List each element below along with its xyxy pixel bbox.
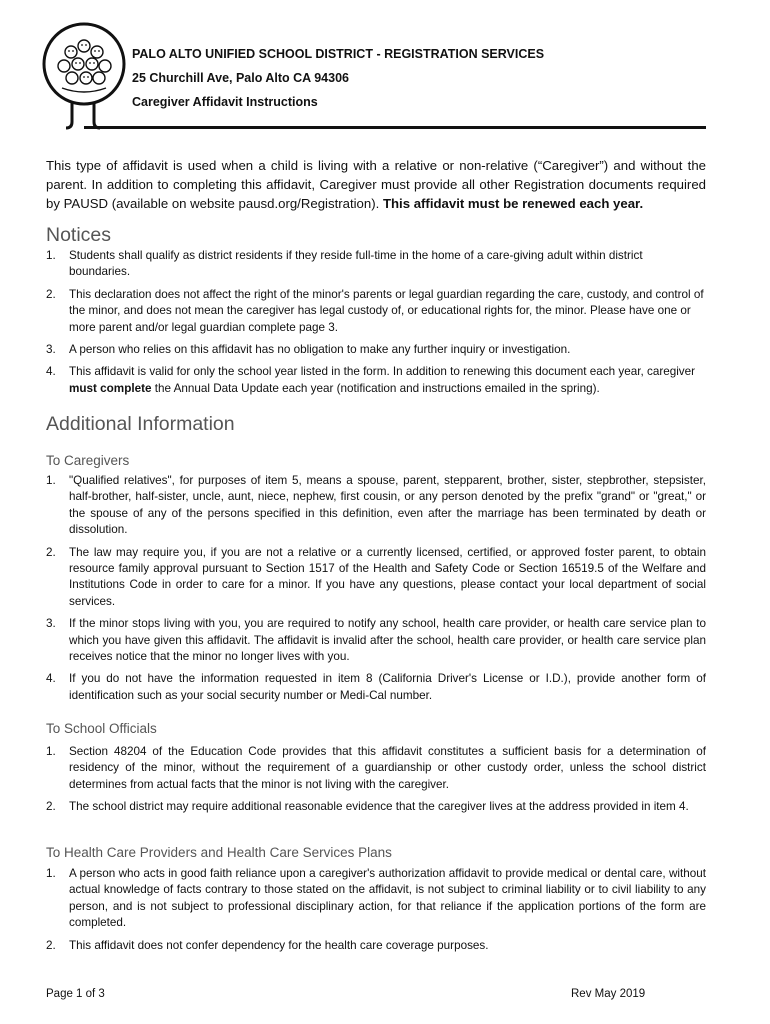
list-item: 1. "Qualified relatives", for purposes of item 5, means a spouse, parent, stepparent, brother, sister, stepbrother, stepsister, half-brother, half-sister, uncle, aunt, niece, nephew, first cousin, or any person denoted by the prefix "grand" or "great," or the spouse of any of the persons specified in this definition, even after the marriage has been terminated by death or dissolution. xyxy=(46,474,706,537)
health-care-list xyxy=(46,866,706,960)
additional-info-heading: Additional Information xyxy=(46,413,235,435)
list-item: 2. This affidavit does not confer dependency for the health care coverage purposes. xyxy=(46,938,489,952)
list-item: 3. If the minor stops living with you, you are required to notify any school, health care provider, or health care service plan to which you have given this affidavit. The affidavit is invalid after the school, health care provider, or health care service plan receives notice that the minor no longer lives with you. xyxy=(46,617,706,664)
document-title: Caregiver Affidavit Instructions xyxy=(132,95,318,109)
revision-date: Rev May 2019 xyxy=(571,988,646,1000)
district-logo xyxy=(38,18,128,130)
list-item: 2. The school district may require additional reasonable evidence that the caregiver lives at the address provided in item 4. xyxy=(46,800,689,814)
intro-text: This type of affidavit is used when a child is living with a relative or non-relative (“Caregiver”) and without the parent. In addition to completing this affidavit, Caregiver must provide all other Registration documents required by PAUSD (available on website pausd.org/Registration). xyxy=(46,158,706,211)
list-item: 1. Section 48204 of the Education Code provides that this affidavit constitutes a sufficient basis for a determination of residency of the minor, without the requirement of a guardianship or other custody order, unless the school district determines from actual facts that the minor is not living with the caregiver. xyxy=(46,745,706,791)
caregivers-heading: To Caregivers xyxy=(46,453,130,468)
list-item: 2. This declaration does not affect the right of the minor's parents or legal guardian regarding the care, custody, and control of the minor, and does not mean the caregiver has legal custody of, or educational rights for, the minor. Please have one or more parent and/or legal guardian complete page 3. xyxy=(46,287,704,334)
header xyxy=(132,42,544,114)
caregivers-list xyxy=(46,473,706,710)
notices-list xyxy=(46,248,706,403)
school-officials-heading: To School Officials xyxy=(46,721,157,736)
intro-paragraph xyxy=(46,156,706,213)
intro-emphasis: This affidavit must be renewed each year. xyxy=(382,196,644,211)
school-officials-list xyxy=(46,744,706,822)
list-item: 1. Students shall qualify as district residents if they reside full-time in the home of a care-giving adult within district boundaries. xyxy=(46,249,643,279)
notices-heading: Notices xyxy=(46,224,112,246)
list-item: 1. A person who acts in good faith reliance upon a caregiver's authorization affidavit to provide medical or dental care, without actual knowledge of facts contrary to those stated on the affidavit, is not subject to criminal liability or to civil liability to any person, and is not subject to professional disciplinary action, for that reliance if the application portions of the form are completed. xyxy=(46,867,706,930)
district-title: PALO ALTO UNIFIED SCHOOL DISTRICT - REGISTRATION SERVICES xyxy=(132,47,545,61)
page-number: Page 1 of 3 xyxy=(46,988,105,1000)
list-item: 2. The law may require you, if you are not a relative or a currently licensed, certified, or approved foster parent, to obtain resource family approval pursuant to Section 1517 of the Health and Safety Code or Section 16519.5 of the Welfare and Institutions Code in order to care for a minor. If you have any questions, please contact your local department of social services. xyxy=(46,545,706,608)
district-address: 25 Churchill Ave, Palo Alto CA 94306 xyxy=(132,71,349,85)
list-item: 4. This affidavit is valid for only the school year listed in the form. In addition to renewing this document each year, caregiver must complete the Annual Data Update each year (notification and instructions emailed in the spring). xyxy=(46,365,696,395)
health-care-heading: To Health Care Providers and Health Care Services Plans xyxy=(46,845,392,860)
header-divider xyxy=(84,126,706,129)
list-item: 4. If you do not have the information requested in item 8 (California Driver's License or I.D.), provide another form of identification such as your social security number or Medi-Cal number. xyxy=(46,672,706,702)
list-item: 3. A person who relies on this affidavit has no obligation to make any further inquiry or investigation. xyxy=(46,343,571,357)
